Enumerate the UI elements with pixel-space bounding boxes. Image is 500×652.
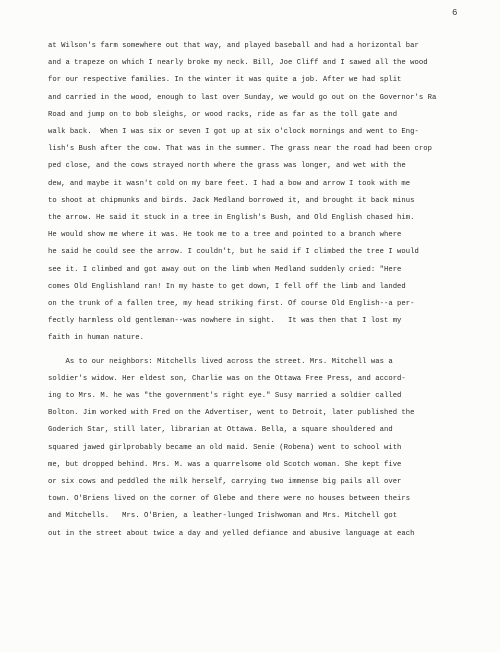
text-line: to shoot at chipmunks and birds. Jack Medland borrowed it, and brought it back minus — [48, 196, 415, 205]
body-text — [48, 38, 480, 543]
text-line: ing to Mrs. M. he was "the government's right eye." Susy married a soldier called — [48, 392, 402, 401]
text-line: dew, and maybe it wasn't cold on my bare feet. I had a bow and arrow I took with me — [48, 179, 411, 188]
page-number: 6 — [452, 8, 458, 18]
text-line: comes Old Englishland ran! In my haste to get down, I fell off the limb and landed — [48, 282, 406, 291]
text-line: at Wilson's farm somewhere out that way, and played baseball and had a horizontal bar — [48, 42, 419, 50]
text-line: fectly harmless old gentleman--was nowhere in sight. It was then that I lost my — [48, 317, 402, 326]
text-line: Bolton. Jim worked with Fred on the Advertiser, went to Detroit, later published the — [48, 409, 415, 418]
text-line: faith in human nature. — [48, 334, 144, 343]
text-line: me, but dropped behind. Mrs. M. was a quarrelsome old Scotch woman. She kept five — [48, 460, 402, 469]
text-line: and carried in the wood, enough to last over Sunday, we would go out on the Governor's Ra — [48, 93, 437, 102]
text-line: and Mitchells. Mrs. O'Brien, a leather-lunged Irishwoman and Mrs. Mitchell got — [48, 512, 398, 521]
text-line: on the trunk of a fallen tree, my head striking first. Of course Old English--a per- — [48, 300, 415, 309]
text-line: for our respective families. In the winter it was quite a job. After we had split — [48, 76, 402, 85]
text-line: squared jawed girlprobably became an old maid. Senie (Robena) went to school with — [48, 443, 402, 452]
text-line: Goderich Star, still later, librarian at Ottawa. Bella, a square shouldered and — [48, 426, 393, 435]
text-line: As to our neighbors: Mitchells lived across the street. Mrs. Mitchell was a — [48, 357, 393, 366]
text-line: walk back. When I was six or seven I got up at six o'clock mornings and went to Eng- — [48, 128, 419, 137]
text-line: Road and jump on to bob sleighs, or wood racks, ride as far as the toll gate and — [48, 110, 398, 119]
text-line: out in the street about twice a day and yelled defiance and abusive language at each — [48, 529, 415, 538]
text-line: lish's Bush after the cow. That was in the summer. The grass near the road had been crop — [48, 145, 432, 154]
text-line: or six cows and peddled the milk herself, carrying two immense big pails all over — [48, 478, 402, 487]
text-line: the arrow. He said it stuck in a tree in English's Bush, and Old English chased him. — [48, 214, 415, 223]
text-line: soldier's widow. Her eldest son, Charlie was on the Ottawa Free Press, and accord- — [48, 374, 406, 383]
text-line: ped close, and the cows strayed north where the grass was longer, and wet with the — [48, 162, 406, 171]
text-line: He would show me where it was. He took me to a tree and pointed to a branch where — [48, 231, 402, 240]
text-line: town. O'Briens lived on the corner of Glebe and there were no houses between theirs — [48, 495, 411, 504]
text-line: he said he could see the arrow. I couldn't, but he said if I climbed the tree I would — [48, 248, 419, 257]
text-line: and a trapeze on which I nearly broke my neck. Bill, Joe Cliff and I sawed all the wood — [48, 59, 428, 68]
text-line: see it. I climbed and got away out on the limb when Medland suddenly cried: "Here — [48, 265, 402, 274]
